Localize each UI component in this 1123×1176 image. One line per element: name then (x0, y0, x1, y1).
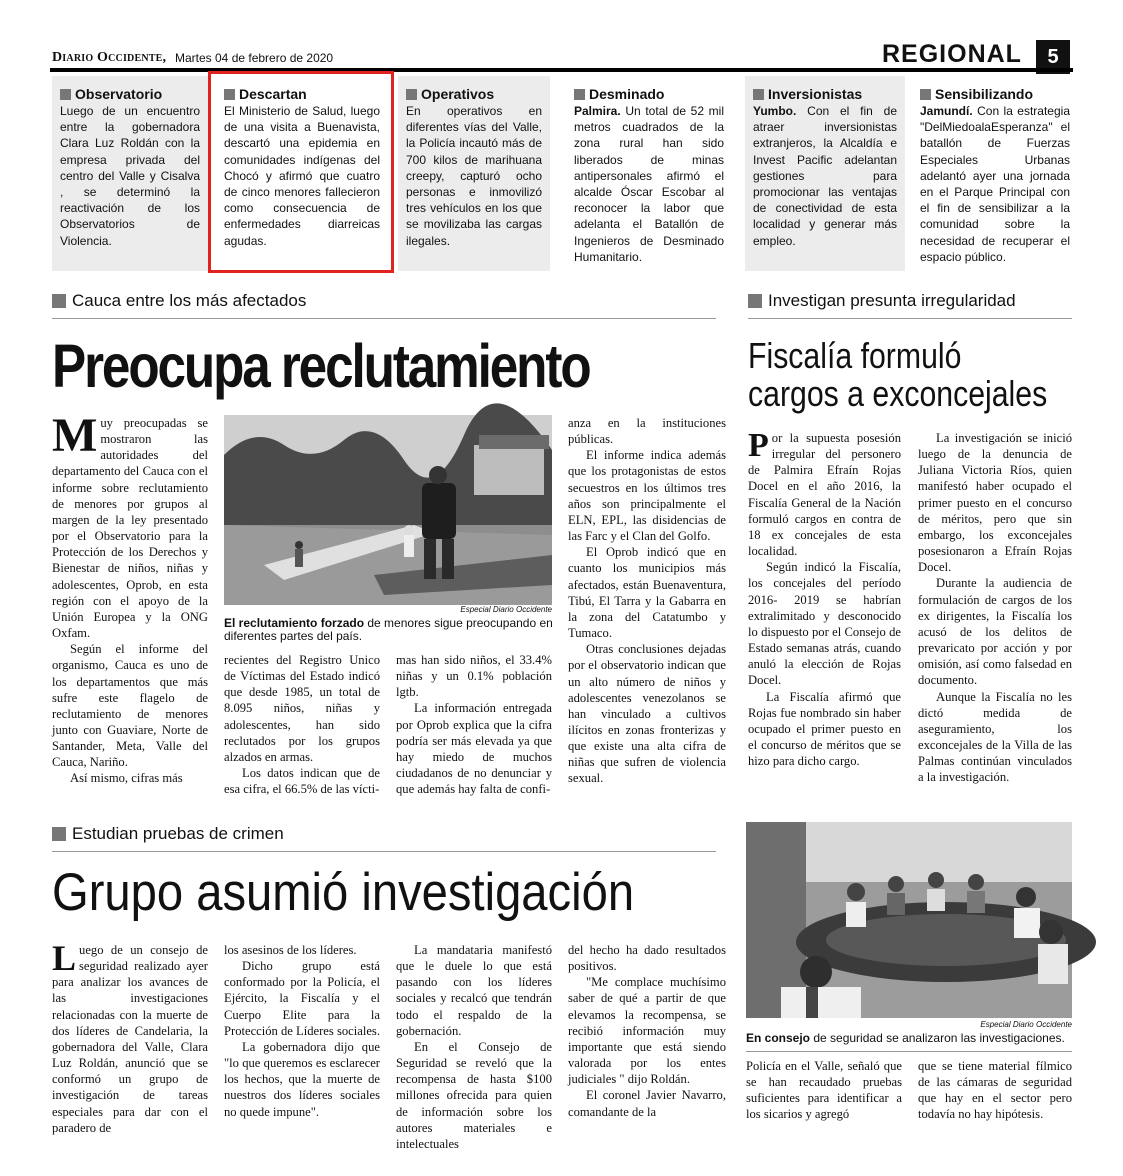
brief-title: Operativos (421, 86, 495, 102)
brief-text: Luego de un encuentro entre la gobernadora Clara Luz Roldán con la empresa privada del centro del Valle y Cisalva , se determinó la reactivación de los Observatorios de Violencia. (60, 104, 200, 248)
story3-column-2: los asesinos de los líderes. Dicho grupo está conformado por la Policía, el Ejército, la Fiscalía y el Cuerpo Elite para la Protección de Líderes sociales. La gobernadora dijo que "lo que queremos es esclarecer los hechos, que la muerte de nuestros dos líderes sociales no quede impune". (224, 943, 380, 1119)
bullet-square-icon (753, 89, 764, 100)
brief-title: Descartan (239, 86, 307, 102)
brief-title: Inversionistas (768, 86, 863, 102)
story3-column-4: del hecho ha dado resultados positivos. "Me complace muchísimo saber de qué a partir de que elevamos la recompensa, se recibió información muy importante que está siendo valorada por los entes judiciales " dijo Roldán. El coronel Javier Navarro, comandante de la (568, 943, 726, 1119)
section-name: REGIONAL (882, 40, 1022, 68)
bullet-square-icon (406, 89, 417, 100)
story3-column-5: Policía en el Valle, señaló que se han recaudado pruebas suficientes para identificar a los sicarios y agregó (746, 1059, 902, 1122)
bullet-square-icon (748, 294, 762, 308)
brief-sensibilizando (912, 76, 1078, 271)
story1-column-1: Muy preocupadas se mostraron las autoridades del departamento del Cauca con el informe sobre reclutamiento de menores por grupos al margen de la ley presentado por el Observatorio para la Protección de los Derechos y Bienestar de niños, niñas y adolescentes, Oprob, en esta región con el apoyo de la Unión Europea y la ONG Oxfam. Según el informe del organismo, Cauca es uno de los departamentos que más sufre este flagelo de reclutamiento de menores junto con Guaviare, Norte de Santander, Meta, Valle del Cauca, Nariño. Así mismo, cifras más (52, 409, 208, 786)
brief-desminado (566, 76, 732, 271)
brief-text: El Ministerio de Salud, luego de una visita a Buenavista, descartó una epidemia en comunidades indígenas del Chocó y afirmó que cuatro de cinco menores fallecieron como consecuencia de enfermedades diarreicas agudas. (224, 104, 380, 248)
brief-text: En operativos en diferentes vías del Valle, la Policía incautó más de 700 kilos de marihuana creepy, capturó ocho personas e inmovilizó tres vehículos en los que se movilizaba las cargas ilegales. (406, 104, 542, 248)
bullet-square-icon (60, 89, 71, 100)
headline-story-1: Preocupa reclutamiento (52, 332, 590, 400)
brief-text: Yumbo. Con el fin de atraer inversionistas extranjeros, la Alcaldía e Invest Pacific adelantan gestiones para promocionar las ventajas de conectividad de esta localidad y generar más empleo. (753, 104, 897, 248)
page-number: 5 (1036, 40, 1070, 74)
header-rule (50, 68, 1073, 72)
bullet-square-icon (920, 89, 931, 100)
photo-credit: Especial Diario Occidente (980, 1020, 1072, 1029)
story3-column-6: que se tiene material fílmico de las cámaras de seguridad que hay en el sector pero todavía no hay hipótesis. (918, 1059, 1072, 1122)
divider (748, 318, 1072, 319)
story2-column-1: Por la supuesta posesión irregular del personero de Palmira Efraín Rojas Docel en el año 2016, la Fiscalía General de la Nación formuló cargos en contra de 18 ex concejales de esta localidad. Según indicó la Fiscalía, los concejales del período 2016- 2019 se habrían extralimitado y desconocido lo dispuesto por el Consejo de Estado semanas atrás, cuando anuló la elección de Rojas Docel. La Fiscalía afirmó que Rojas fue nombrado sin haber ocupado el primer puesto en el concurso de méritos que se hizo para dicho cargo. (748, 427, 901, 769)
brief-operativos (398, 76, 550, 271)
bullet-square-icon (52, 294, 66, 308)
security-council-photo (746, 822, 1072, 1018)
brief-highlight-box (208, 71, 394, 273)
story1-column-4: anza en la instituciones públicas. El informe indica además que los protagonistas de estos secuestros en los últimos tres años son principalmente el ELN, EPL, las disidencias de las Farc y el Clan del Golfo. El Oprob indicó que en cuanto los municipios más afectados, están Buenaventura, Tibú, El Tarra y la Gabarra en la zona del Catatumbo y Tumaco. Otras conclusiones dejadas por el observatorio indican que un alto número de niños y adolescentes venezolanos se han vinculado a cultivos ilícitos en zonas fronterizas y que existe una alta cifra de niñas que sufren de violencia sexual. (568, 416, 726, 786)
story3-column-1: Luego de un consejo de seguridad realizado ayer para analizar los avances de las investigaciones relacionadas con la muerte de dos líderes de Candelaria, la gobernadora del Valle, Clara Luz Roldán, anunció que se conformó un grupo de investigación de tareas especiales para dar con el paradero de (52, 938, 208, 1135)
kicker-story-1: Cauca entre los más afectados (52, 290, 306, 312)
headline-story-2: Fiscalía formuló cargos a exconcejales (748, 335, 1048, 414)
brief-title: Observatorio (75, 86, 163, 102)
photo-caption: El reclutamiento forzado de menores sigue preocupando en diferentes partes del país. (224, 616, 553, 643)
kicker-story-3: Estudian pruebas de crimen (52, 823, 284, 845)
kicker-story-2: Investigan presunta irregularidad (748, 290, 1016, 312)
bullet-square-icon (574, 89, 585, 100)
photo-credit: Especial Diario Occidente (460, 605, 552, 614)
brief-text: Jamundí. Con la estrategia "DelMiedoalaEsperanza" el batallón de Fuerzas Especiales Urbanas adelantó ayer una jornada en el Parque Principal con el fin de sensibilizar a la comunidad sobre la necesidad de recuperar el espacio público. (920, 104, 1070, 264)
brief-title: Desminado (589, 86, 665, 102)
brief-inversionistas (745, 76, 905, 271)
story1-column-3: mas han sido niños, el 33.4% niñas y un 0.1% población lgtb. La información entregada por Oprob explica que la cifra podría ser más elevada ya que hay miedo de muchos ciudadanos de no denunciar y que además hay falta de confi- (396, 653, 552, 797)
story3-column-3: La mandataria manifestó que le duele lo que está pasando con los líderes sociales y recalcó que tendrán todo el respaldo de la gobernación. En el Consejo de Seguridad se reveló que la recompensa de hasta $100 millones ofrecida para quien de información sobre los autores materiales e intelectuales (396, 943, 552, 1151)
divider (52, 318, 716, 319)
divider (746, 1051, 1072, 1052)
issue-date: Martes 04 de febrero de 2020 (175, 51, 334, 65)
brief-observatorio (52, 76, 208, 271)
brief-title: Sensibilizando (935, 86, 1034, 102)
brief-text: Palmira. Un total de 52 mil metros cuadrados de la zona rural han sido liberados de minas antipersonales afirmó el alcalde Óscar Escobar al reconocer la labor que adelanta el Batallón de Ingenieros de Desminado Humanitario. (574, 104, 724, 264)
recruitment-photo (224, 415, 552, 605)
story1-column-2: recientes del Registro Unico de Víctimas del Estado indicó que desde 1985, un total de 8.095 niños, niñas y adolescentes, han sido reclutados por los grupos alzados en armas. Los datos indican que de esa cifra, el 66.5% de las vícti- (224, 653, 380, 797)
masthead: Diario Occidente, (52, 50, 167, 65)
divider (52, 851, 716, 852)
bullet-square-icon (52, 827, 66, 841)
headline-story-3: Grupo asumió investigación (52, 863, 635, 922)
photo-caption: En consejo de seguridad se analizaron las investigaciones. (746, 1031, 1065, 1045)
story2-column-2: La investigación se inició luego de la denuncia de Juliana Victoria Ríos, quien manifestó haber ocupado el primer puesto en el concurso de méritos, pero que sin embargo, los exconcejales posesionaron a Efraín Rojas Docel. Durante la audiencia de formulación de cargos de los ex dirigentes, la Fiscalía los acusó de los delitos de prevaricato por acción y por omisión, así como falsedad en documento. Aunque la Fiscalía no les dictó medida de aseguramiento, los exconcejales de la Villa de las Palmas continúan vinculados a la investigación. (918, 431, 1072, 785)
